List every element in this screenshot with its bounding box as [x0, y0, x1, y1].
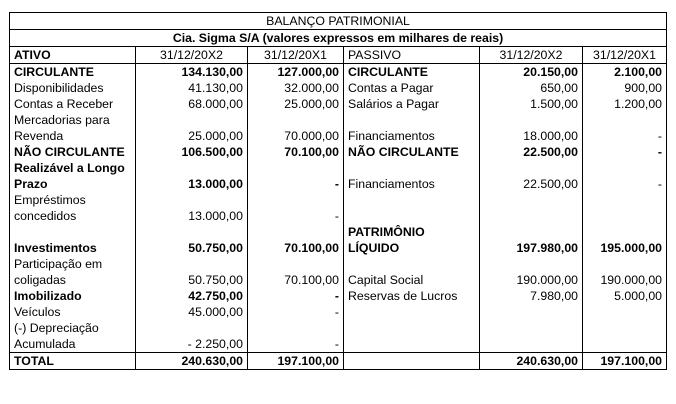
cell-ativo-20x1: 70.100,00	[248, 272, 344, 288]
table-row	[10, 336, 667, 353]
cell-passivo-label: CIRCULANTE	[344, 64, 480, 81]
cell-ativo-20x2: 13.000,00	[136, 176, 248, 192]
table-row	[10, 304, 667, 320]
table-row	[10, 256, 667, 272]
cell-ativo-label: Imobilizado	[10, 288, 136, 304]
table-row	[10, 192, 667, 208]
cell-ativo-20x2: 25.000,00	[136, 128, 248, 144]
cell-passivo-20x1	[583, 112, 667, 128]
table-row	[10, 272, 667, 288]
cell-ativo-20x1: 127.000,00	[248, 64, 344, 81]
table-subtitle: Cia. Sigma S/A (valores expressos em milhares de reais)	[10, 30, 667, 47]
cell-ativo-20x2: 68.000,00	[136, 96, 248, 112]
cell-ativo-20x2: 134.130,00	[136, 64, 248, 81]
cell-ativo-20x1: -	[248, 288, 344, 304]
cell-ativo-label: Disponibilidades	[10, 80, 136, 96]
cell-passivo-label	[344, 320, 480, 336]
cell-passivo-label	[344, 353, 480, 370]
cell-ativo-20x1	[248, 112, 344, 128]
cell-ativo-20x1	[248, 256, 344, 272]
cell-passivo-20x2: 190.000,00	[480, 272, 583, 288]
cell-passivo-label	[344, 208, 480, 224]
table-row	[10, 64, 667, 81]
cell-passivo-20x2	[480, 160, 583, 176]
cell-ativo-20x2	[136, 256, 248, 272]
cell-ativo-20x2	[136, 112, 248, 128]
cell-ativo-20x2: 106.500,00	[136, 144, 248, 160]
table-row	[10, 320, 667, 336]
cell-ativo-label: Investimentos	[10, 240, 136, 256]
cell-passivo-20x1: 190.000,00	[583, 272, 667, 288]
table-row	[10, 176, 667, 192]
cell-ativo-20x2: 13.000,00	[136, 208, 248, 224]
cell-ativo-label: Prazo	[10, 176, 136, 192]
cell-passivo-20x1: 195.000,00	[583, 240, 667, 256]
cell-ativo-20x2: 50.750,00	[136, 272, 248, 288]
cell-ativo-20x2	[136, 320, 248, 336]
cell-passivo-20x2: 240.630,00	[480, 353, 583, 370]
cell-passivo-20x1	[583, 304, 667, 320]
cell-passivo-20x2: 18.000,00	[480, 128, 583, 144]
cell-passivo-20x2: 7.980,00	[480, 288, 583, 304]
cell-passivo-label: Financiamentos	[344, 176, 480, 192]
cell-passivo-20x2: 20.150,00	[480, 64, 583, 81]
cell-passivo-20x2: 22.500,00	[480, 176, 583, 192]
cell-ativo-label: NÃO CIRCULANTE	[10, 144, 136, 160]
cell-ativo-20x1: -	[248, 208, 344, 224]
cell-ativo-label: Participação em	[10, 256, 136, 272]
cell-ativo-label: Acumulada	[10, 336, 136, 353]
cell-passivo-label: PATRIMÔNIO	[344, 224, 480, 240]
table-row	[10, 128, 667, 144]
cell-passivo-20x2: 650,00	[480, 80, 583, 96]
table-row	[10, 144, 667, 160]
cell-ativo-20x1: 70.100,00	[248, 240, 344, 256]
table-row	[10, 80, 667, 96]
cell-passivo-20x1: -	[583, 144, 667, 160]
cell-passivo-label: LÍQUIDO	[344, 240, 480, 256]
cell-ativo-20x1: 197.100,00	[248, 353, 344, 370]
total-row	[10, 353, 667, 370]
table-title: BALANÇO PATRIMONIAL	[10, 13, 667, 30]
cell-ativo-label: (-) Depreciação	[10, 320, 136, 336]
header-ativo-20x2: 31/12/20X2	[136, 47, 248, 64]
cell-ativo-label: Realizável a Longo	[10, 160, 136, 176]
cell-passivo-20x1	[583, 192, 667, 208]
cell-passivo-label: Financiamentos	[344, 128, 480, 144]
balance-table	[9, 12, 667, 370]
table-row	[10, 112, 667, 128]
cell-ativo-label: Revenda	[10, 128, 136, 144]
cell-ativo-20x2: 50.750,00	[136, 240, 248, 256]
cell-passivo-20x1: -	[583, 176, 667, 192]
cell-passivo-20x2	[480, 320, 583, 336]
balance-sheet	[9, 12, 666, 370]
cell-ativo-label: Contas a Receber	[10, 96, 136, 112]
cell-ativo-label: Mercadorias para	[10, 112, 136, 128]
cell-passivo-20x2	[480, 256, 583, 272]
cell-passivo-label: Salários a Pagar	[344, 96, 480, 112]
cell-ativo-20x2: 41.130,00	[136, 80, 248, 96]
cell-ativo-label: TOTAL	[10, 353, 136, 370]
cell-ativo-20x1	[248, 192, 344, 208]
cell-ativo-20x1: -	[248, 304, 344, 320]
cell-passivo-20x2: 197.980,00	[480, 240, 583, 256]
cell-ativo-20x1	[248, 320, 344, 336]
cell-passivo-20x1: 900,00	[583, 80, 667, 96]
cell-ativo-20x1: 70.100,00	[248, 144, 344, 160]
cell-ativo-label	[10, 224, 136, 240]
cell-passivo-20x1	[583, 160, 667, 176]
cell-ativo-20x2	[136, 160, 248, 176]
cell-passivo-20x1	[583, 208, 667, 224]
cell-ativo-20x2: - 2.250,00	[136, 336, 248, 353]
cell-ativo-20x2: 240.630,00	[136, 353, 248, 370]
cell-passivo-label: Contas a Pagar	[344, 80, 480, 96]
cell-ativo-20x2	[136, 224, 248, 240]
cell-ativo-label: CIRCULANTE	[10, 64, 136, 81]
header-row	[10, 47, 667, 64]
cell-ativo-20x1	[248, 224, 344, 240]
header-passivo-20x2: 31/12/20X2	[480, 47, 583, 64]
table-row	[10, 96, 667, 112]
header-ativo-20x1: 31/12/20X1	[248, 47, 344, 64]
cell-ativo-20x1: 25.000,00	[248, 96, 344, 112]
cell-passivo-20x2	[480, 224, 583, 240]
cell-passivo-label	[344, 304, 480, 320]
cell-passivo-label: NÃO CIRCULANTE	[344, 144, 480, 160]
header-passivo: PASSIVO	[344, 47, 480, 64]
table-row	[10, 160, 667, 176]
table-row	[10, 224, 667, 240]
cell-passivo-label: Capital Social	[344, 272, 480, 288]
cell-passivo-20x1: 197.100,00	[583, 353, 667, 370]
cell-passivo-20x1: 5.000,00	[583, 288, 667, 304]
cell-passivo-label	[344, 192, 480, 208]
cell-passivo-20x1	[583, 224, 667, 240]
cell-passivo-20x1	[583, 256, 667, 272]
table-row	[10, 288, 667, 304]
table-row	[10, 240, 667, 256]
cell-ativo-20x1: -	[248, 176, 344, 192]
cell-ativo-20x2: 45.000,00	[136, 304, 248, 320]
cell-passivo-label	[344, 256, 480, 272]
cell-passivo-20x1	[583, 336, 667, 353]
cell-ativo-20x1: -	[248, 336, 344, 353]
cell-ativo-20x1	[248, 160, 344, 176]
cell-ativo-label: Empréstimos	[10, 192, 136, 208]
cell-ativo-20x1: 70.000,00	[248, 128, 344, 144]
cell-passivo-20x2: 1.500,00	[480, 96, 583, 112]
cell-passivo-20x2: 22.500,00	[480, 144, 583, 160]
cell-passivo-label	[344, 112, 480, 128]
cell-ativo-20x1: 32.000,00	[248, 80, 344, 96]
cell-ativo-20x2: 42.750,00	[136, 288, 248, 304]
cell-passivo-label	[344, 160, 480, 176]
cell-passivo-20x2	[480, 336, 583, 353]
header-passivo-20x1: 31/12/20X1	[583, 47, 667, 64]
cell-passivo-20x1	[583, 320, 667, 336]
cell-passivo-20x2	[480, 304, 583, 320]
cell-passivo-20x1: -	[583, 128, 667, 144]
cell-ativo-label: concedidos	[10, 208, 136, 224]
cell-passivo-20x1: 2.100,00	[583, 64, 667, 81]
cell-passivo-20x2	[480, 208, 583, 224]
cell-ativo-label: Veículos	[10, 304, 136, 320]
table-row	[10, 208, 667, 224]
cell-ativo-label: coligadas	[10, 272, 136, 288]
header-ativo: ATIVO	[10, 47, 136, 64]
cell-ativo-20x2	[136, 192, 248, 208]
cell-passivo-label: Reservas de Lucros	[344, 288, 480, 304]
cell-passivo-20x1: 1.200,00	[583, 96, 667, 112]
cell-passivo-20x2	[480, 192, 583, 208]
cell-passivo-20x2	[480, 112, 583, 128]
cell-passivo-label	[344, 336, 480, 353]
